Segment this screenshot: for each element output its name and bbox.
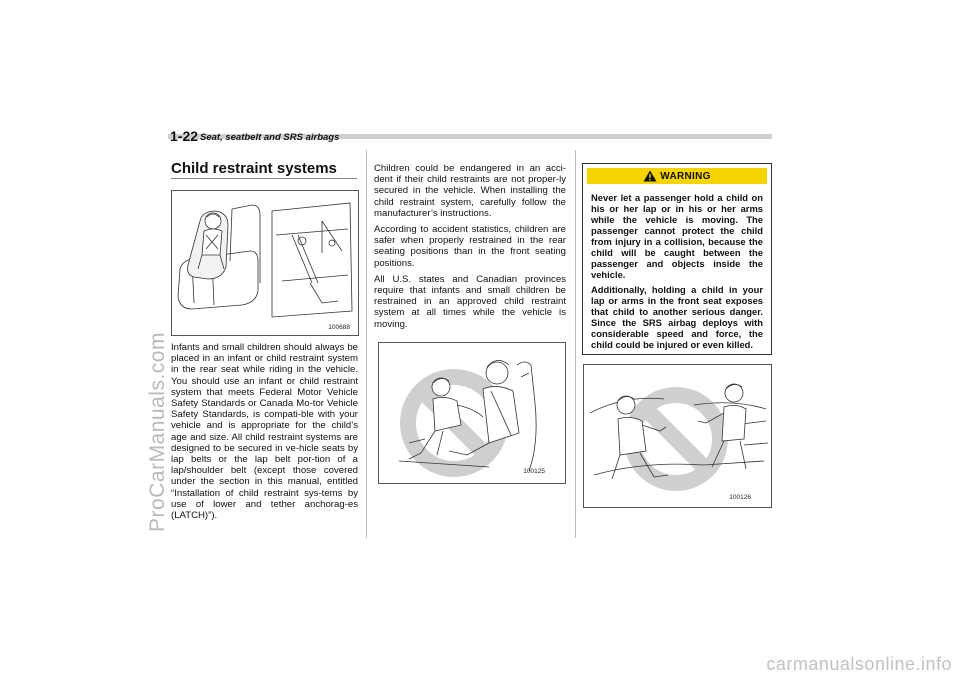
column-1-paragraph: Infants and small children should always be placed in an infant or child restraint system in the rear seat while riding in the vehicle. You should use an infant or child restraint system that meets Federal Motor Vehicle Safety Standards or Canada Mo-tor Vehicle Safety Standards, is compati-ble with your vehicle and is appropriate for the child’s age and size. All child restraint systems are designed to be secured in ve-hicle seats by lap belts or the lap belt por-tion of a lap/shoulder belt (except those covered under the section in this manual, entitled “Installation of child restraint sys-tems by use of lower and tether anchorag-es (LATCH)”). (171, 342, 358, 522)
warning-label: WARNING (660, 170, 711, 182)
prohibition-icon (632, 395, 720, 483)
page-heading: Child restraint systems (171, 160, 337, 177)
figure-code-1: 100688 (328, 324, 350, 331)
column-2-paragraph-3: All U.S. states and Canadian provinces require that infants and small children be restrained in an approved child restraint system at all times while the vehicle is moving. (374, 273, 566, 330)
figure-code-3: 100126 (729, 494, 751, 501)
warning-text (591, 192, 763, 354)
figure-code-2: 100125 (523, 468, 545, 475)
column-2-text (374, 163, 566, 335)
column-1-text (171, 342, 358, 526)
warning-paragraph-2: Additionally, holding a child in your lap or arms in the front seat exposes that child to another serious danger. Since the SRS airbag deploys with considerable speed and force, the child could be injured or even killed. (591, 284, 763, 350)
figure-child-seat (171, 190, 359, 336)
warning-paragraph-1: Never let a passenger hold a child on his or her lap or in his or her arms while the vehicle is moving. The passenger cannot protect the child from injury in a collision, because the child will be caught between the passenger and objects inside the vehicle. (591, 192, 763, 280)
lap-child-illustration (379, 343, 565, 483)
footer-watermark: carmanualsonline.info (766, 654, 952, 674)
unrestrained-children-illustration (584, 365, 771, 507)
warning-triangle-icon (643, 170, 657, 182)
child-seat-illustration (172, 191, 358, 335)
side-watermark-text: ProCarManuals.com (146, 332, 169, 532)
page-number: 1-22 (170, 128, 199, 144)
section-title: Seat, seatbelt and SRS airbags (200, 132, 340, 143)
column-2-paragraph-2: According to accident statistics, children are safer when properly restrained in the rear seating positions than in the front seating positions. (374, 224, 566, 269)
heading-rule (171, 178, 357, 179)
figure-unrestrained-children (583, 364, 772, 508)
column-divider-1 (366, 150, 367, 538)
column-2-paragraph-1: Children could be endangered in an acci-dent if their child restraints are not proper-ly secured in the vehicle. When installing the child restraint system, carefully follow the manufacturer’s instructions. (374, 163, 566, 219)
column-divider-2 (575, 150, 576, 538)
warning-box (582, 163, 772, 355)
warning-header (587, 168, 767, 184)
figure-lap-child (378, 342, 566, 484)
